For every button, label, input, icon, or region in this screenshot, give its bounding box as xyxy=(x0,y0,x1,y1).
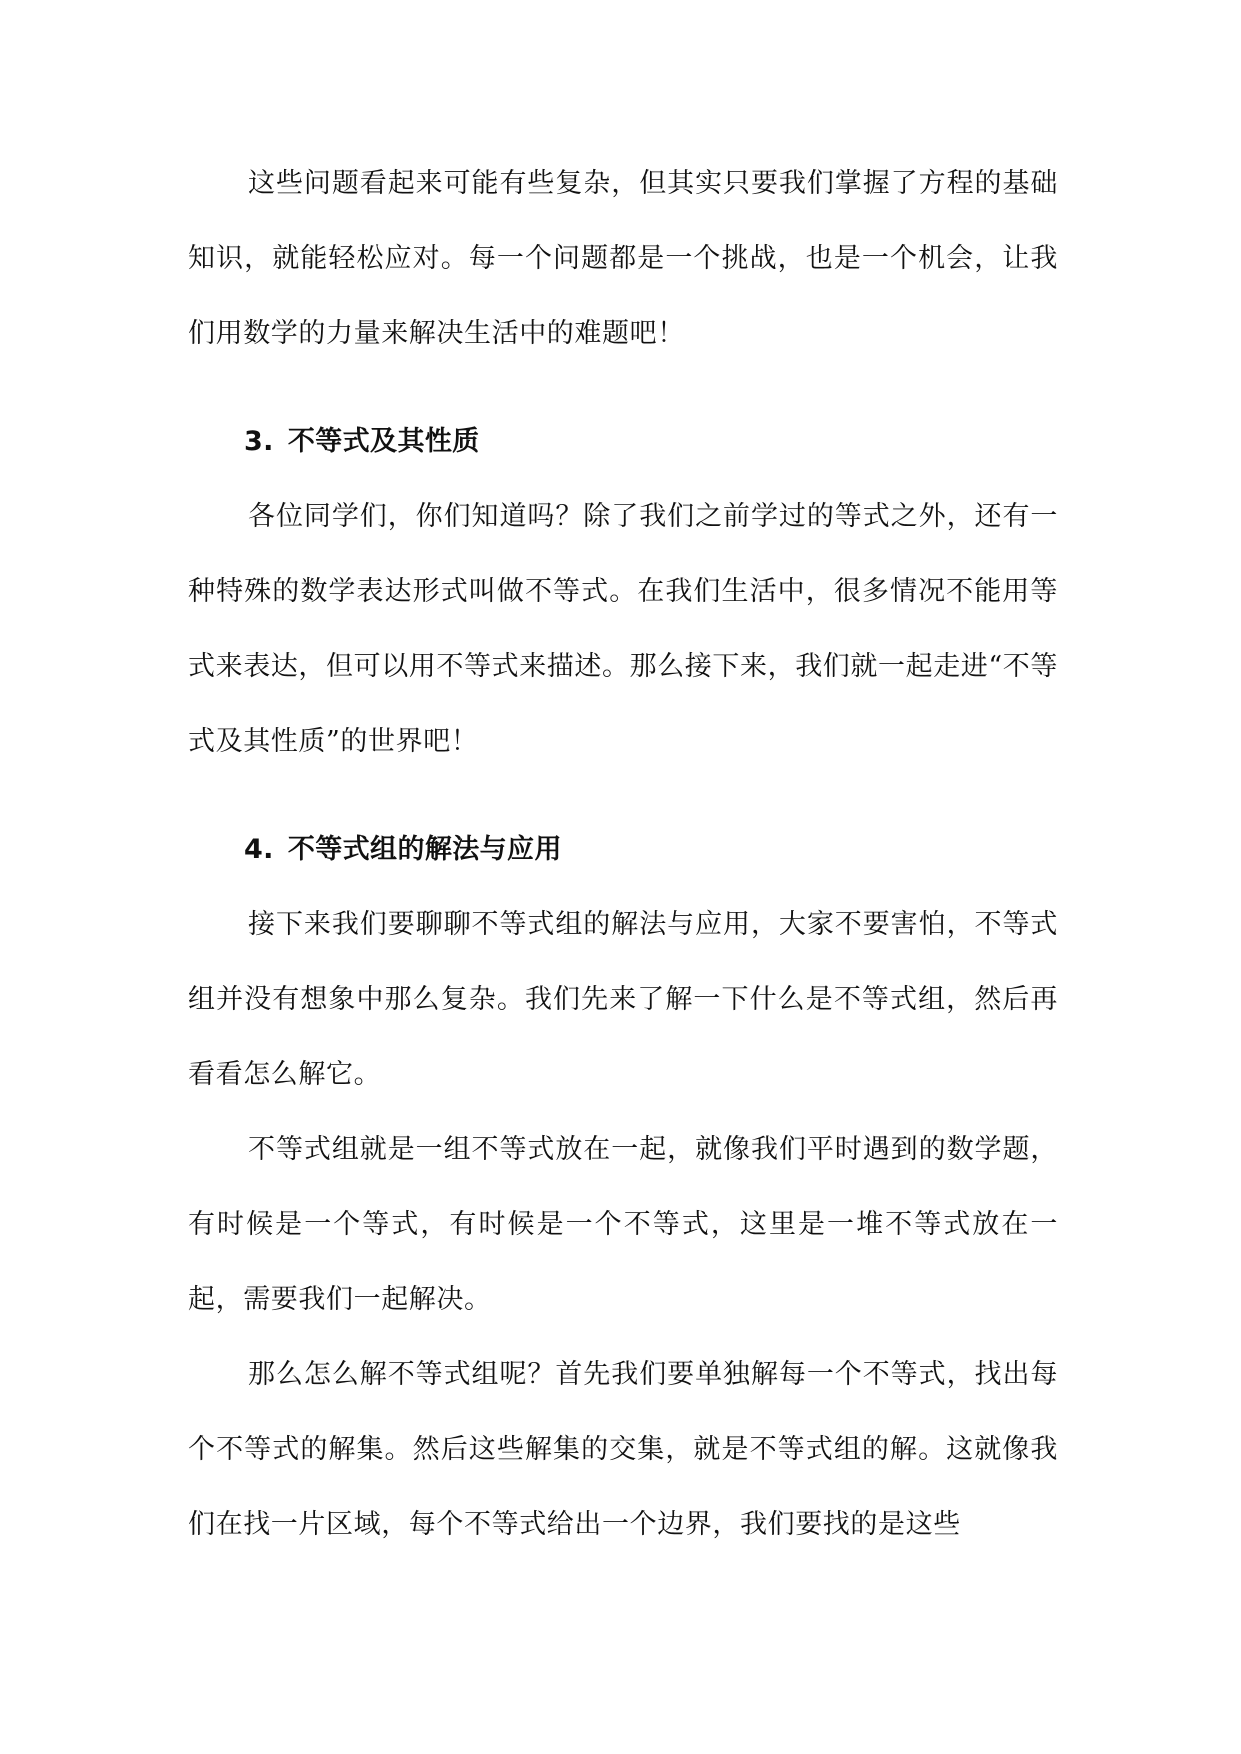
section-3-paragraph: 各位同学们，你们知道吗？除了我们之前学过的等式之外，还有一种特殊的数学表达形式叫做不等式。在我们生活中，很多情况不能用等式来表达，但可以用不等式来描述。那么接下来，我们就一起走进“不等式及其性质”的世界吧！ xyxy=(188,501,1059,757)
section-3-number: 3. xyxy=(244,426,274,457)
section-4-paragraph-2: 不等式组就是一组不等式放在一起，就像我们平时遇到的数学题，有时候是一个等式，有时候是一个不等式，这里是一堆不等式放在一起，需要我们一起解决。 xyxy=(188,1134,1058,1315)
document-body xyxy=(188,146,1058,1562)
section-4-heading xyxy=(188,812,1058,887)
section-3-heading xyxy=(188,404,1058,479)
section-4-paragraph-1: 接下来我们要聊聊不等式组的解法与应用，大家不要害怕，不等式组并没有想象中那么复杂。我们先来了解一下什么是不等式组，然后再看看怎么解它。 xyxy=(188,909,1058,1090)
paragraph-intro: 这些问题看起来可能有些复杂，但其实只要我们掌握了方程的基础知识，就能轻松应对。每一个问题都是一个挑战，也是一个机会，让我们用数学的力量来解决生活中的难题吧！ xyxy=(188,168,1058,349)
section-4-paragraph-3: 那么怎么解不等式组呢？首先我们要单独解每一个不等式，找出每个不等式的解集。然后这些解集的交集，就是不等式组的解。这就像我们在找一片区域，每个不等式给出一个边界，我们要找的是这些 xyxy=(188,1359,1058,1540)
section-gap xyxy=(188,371,1058,404)
section-gap xyxy=(188,779,1058,812)
section-3-title: 不等式及其性质 xyxy=(287,426,480,457)
section-4-number: 4. xyxy=(244,834,274,865)
section-4-title: 不等式组的解法与应用 xyxy=(287,834,562,865)
